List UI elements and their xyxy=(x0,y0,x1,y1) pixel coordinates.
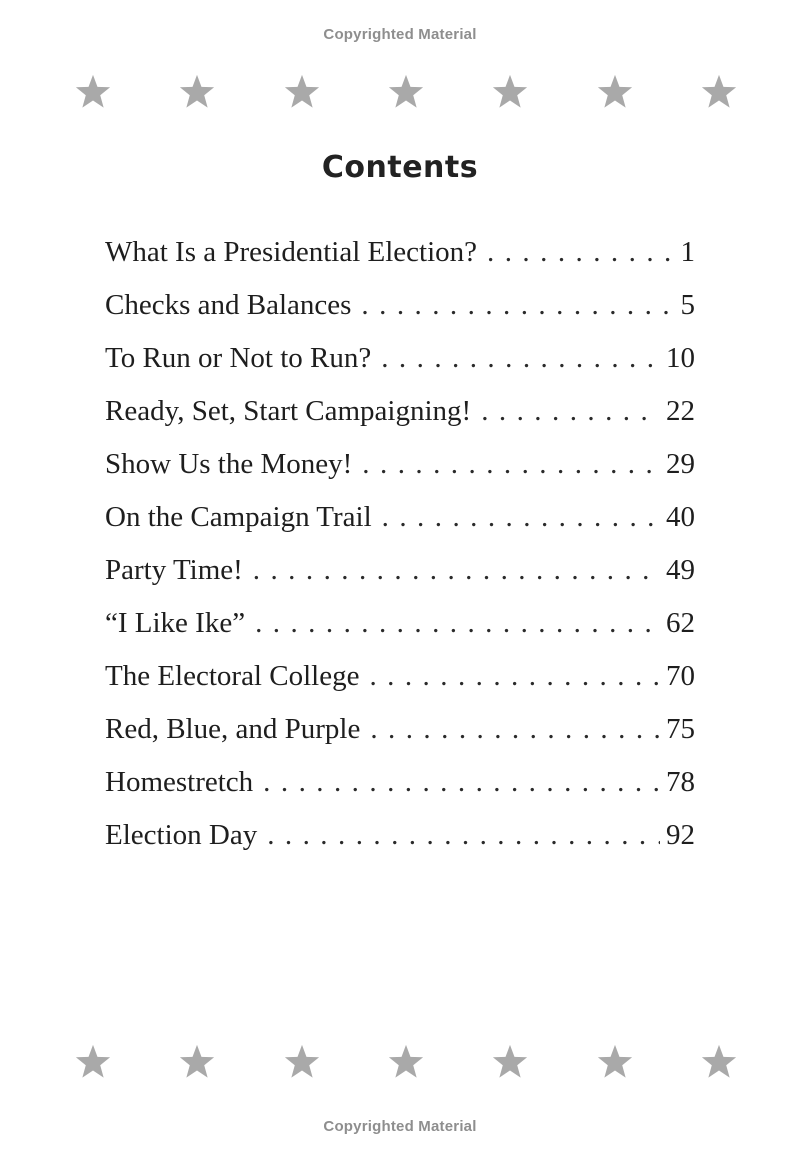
dot-leader xyxy=(382,501,660,534)
copyright-footer: Copyrighted Material xyxy=(323,1118,477,1135)
toc-entry-page: 22 xyxy=(666,395,695,427)
dot-leader xyxy=(362,448,660,481)
toc-entry[interactable] xyxy=(105,395,695,448)
toc-entry-title: Homestretch xyxy=(105,766,254,798)
toc-entry-title: To Run or Not to Run? xyxy=(105,342,372,374)
star-icon xyxy=(596,1043,634,1081)
toc-entry[interactable] xyxy=(105,342,695,395)
star-icon xyxy=(283,1043,321,1081)
star-divider-top xyxy=(74,73,738,113)
star-icon xyxy=(596,73,634,111)
star-icon xyxy=(700,1043,738,1081)
toc-entry[interactable] xyxy=(105,713,695,766)
dot-leader xyxy=(381,342,660,375)
star-icon xyxy=(178,73,216,111)
star-icon xyxy=(491,1043,529,1081)
toc-entry-title: Party Time! xyxy=(105,554,243,586)
page-title: Contents xyxy=(321,150,479,185)
toc-entry-page: 5 xyxy=(680,289,695,321)
toc-entry-page: 70 xyxy=(666,660,695,692)
toc-entry-title: The Electoral College xyxy=(105,660,360,692)
dot-leader xyxy=(487,236,674,269)
toc-entry[interactable] xyxy=(105,554,695,607)
toc-entry-page: 49 xyxy=(666,554,695,586)
star-divider-bottom xyxy=(74,1043,738,1083)
dot-leader xyxy=(253,554,660,587)
star-icon xyxy=(387,73,425,111)
star-icon xyxy=(387,1043,425,1081)
dot-leader xyxy=(263,766,660,799)
toc-entry-page: 75 xyxy=(666,713,695,745)
toc-entry[interactable] xyxy=(105,448,695,501)
star-icon xyxy=(491,73,529,111)
star-icon xyxy=(283,73,321,111)
toc-entry[interactable] xyxy=(105,289,695,342)
toc-entry-title: What Is a Presidential Election? xyxy=(105,236,478,268)
dot-leader xyxy=(481,395,660,428)
toc-entry-title: Ready, Set, Start Campaigning! xyxy=(105,395,472,427)
dot-leader xyxy=(370,713,660,746)
toc-entry[interactable] xyxy=(105,660,695,713)
toc-entry-title: Show Us the Money! xyxy=(105,448,353,480)
toc-entry-page: 62 xyxy=(666,607,695,639)
copyright-header: Copyrighted Material xyxy=(323,26,477,43)
toc-entry[interactable] xyxy=(105,766,695,819)
dot-leader xyxy=(361,289,674,322)
toc-entry-page: 29 xyxy=(666,448,695,480)
toc-entry[interactable] xyxy=(105,819,695,872)
star-icon xyxy=(74,73,112,111)
toc-entry-title: On the Campaign Trail xyxy=(105,501,372,533)
toc-entry-page: 92 xyxy=(666,819,695,851)
toc-entry-title: Election Day xyxy=(105,819,258,851)
toc-entry-page: 1 xyxy=(680,236,695,268)
dot-leader xyxy=(267,819,660,852)
toc-entry-page: 78 xyxy=(666,766,695,798)
dot-leader xyxy=(369,660,660,693)
dot-leader xyxy=(255,607,660,640)
star-icon xyxy=(178,1043,216,1081)
toc-entry[interactable] xyxy=(105,607,695,660)
toc-entry-title: Checks and Balances xyxy=(105,289,352,321)
toc-entry-page: 40 xyxy=(666,501,695,533)
toc-entry-page: 10 xyxy=(666,342,695,374)
toc-entry-title: Red, Blue, and Purple xyxy=(105,713,361,745)
table-of-contents xyxy=(105,236,695,872)
toc-entry-title: “I Like Ike” xyxy=(105,607,246,639)
star-icon xyxy=(74,1043,112,1081)
star-icon xyxy=(700,73,738,111)
toc-entry[interactable] xyxy=(105,236,695,289)
toc-entry[interactable] xyxy=(105,501,695,554)
